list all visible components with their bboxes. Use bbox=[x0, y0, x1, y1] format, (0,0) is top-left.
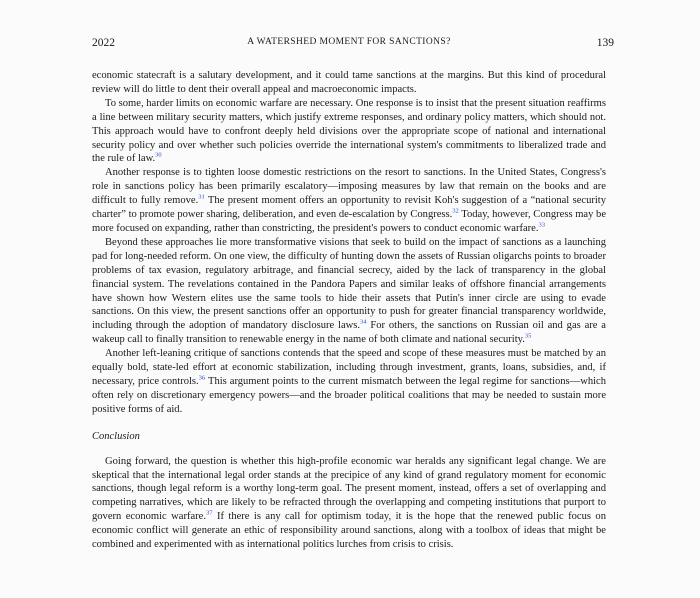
footnote-ref-30[interactable]: 30 bbox=[155, 151, 162, 159]
footnote-ref-32[interactable]: 32 bbox=[452, 207, 459, 215]
header-page-number: 139 bbox=[596, 37, 614, 49]
running-header bbox=[92, 37, 614, 55]
footnote-ref-34[interactable]: 34 bbox=[360, 318, 367, 326]
footnote-ref-37[interactable]: 37 bbox=[206, 509, 213, 517]
conclusion-paragraph: Going forward, the question is whether this high-profile economic war heralds any significant legal change. We are skeptical that the international legal order stands at the precipice of any kind of grand regulatory moment for economic sanctions, though legal reform is a worthy long-term goal. The present moment, instead, offers a set of overlapping and competing narratives, which are likely to be refracted through the overlapping and competing institutions that purport to govern economic warfare.$^{37}$ If there is any call for optimism today, it is the hope that the renewed public focus on economic conflict will generate an ethic of responsibility around sanctions, along with a toolbox of ideas that might be combined and experimented with as international politics lurches from crisis to crisis. bbox=[92, 455, 606, 551]
section-heading-conclusion: Conclusion bbox=[92, 430, 140, 442]
paragraph-5: Another left-leaning critique of sanctions contends that the speed and scope of these measures must be matched by an equally bold, state-led effort at economic stabilization, including through investment, grants, loans, subsidies, and, if necessary, price controls.$^{36}$ This argument points to the current mismatch between the legal regime for sanctions—which often rely on discretionary emergency powers—and the broader political coalitions that may be needed to sustain more positive forms of aid. bbox=[92, 348, 606, 415]
footnote-ref-36[interactable]: 36 bbox=[198, 374, 206, 382]
article-body bbox=[92, 69, 606, 552]
header-running-title: A WATERSHED MOMENT FOR SANCTIONS? bbox=[247, 37, 451, 47]
footnote-ref-33[interactable]: 33 bbox=[538, 221, 545, 229]
paragraph-1: economic statecraft is a salutary development, and it could tame sanctions at the margins. But this kind of procedural review will do little to dent their overall appeal and macroeconomic impacts. bbox=[92, 70, 606, 95]
paragraph-4: Beyond these approaches lie more transformative visions that seek to build on the impact of sanctions as a launching pad for long-needed reform. On one view, the difficulty of hunting down the assets of Russian oligarchs points to broader problems of tax evasion, regulatory arbitrage, and financial secrecy, aided by the lack of transparency in the global financial system. The revelations contained in the Pandora Papers and similar leaks of offshore financial arrangements have shown how Western elites use the same tools to hide their assets that Putin's inner circle are using to evade sanctions. On this view, the present sanctions offer an opportunity to push for greater financial transparency worldwide, including through the adoption of mandatory disclosure laws.$^{34}$ For others, the sanctions on Russian oil and gas are a wakeup call to finally transition to renewable energy in the name of both climate and national security.$^{35}$ bbox=[92, 236, 606, 346]
header-year: 2022 bbox=[92, 37, 115, 49]
paragraph-2: To some, harder limits on economic warfare are necessary. One response is to insist that the present situation reaffirms a line between military security matters, which justify extreme responses, and ordinary policy matters, which should not. This approach would have to confront deeply held divisions over the appropriate scope of national and international security policy and over whether such policies override the international system's commitments to liberalized trade and the rule of law.$^{30}$ bbox=[92, 97, 606, 165]
paragraph-3: Another response is to tighten loose domestic restrictions on the resort to sanctions. In the United States, Congress's role in sanctions policy has been primarily escalatory—imposing measures by law that remain on the books and are difficult to fully remove.$^{31}$ The present moment offers an opportunity to revisit Koh's suggestion of a “national security charter” to promote power sharing, deliberation, and even de-escalation by Congress.$^{32}$ Today, however, Congress may be more focused on expanding, rather than constricting, the president's powers to conduct economic warfare.$^{33}$ bbox=[92, 167, 606, 234]
footnote-ref-35[interactable]: 35 bbox=[524, 332, 532, 340]
footnote-ref-31[interactable]: 31 bbox=[198, 193, 205, 201]
